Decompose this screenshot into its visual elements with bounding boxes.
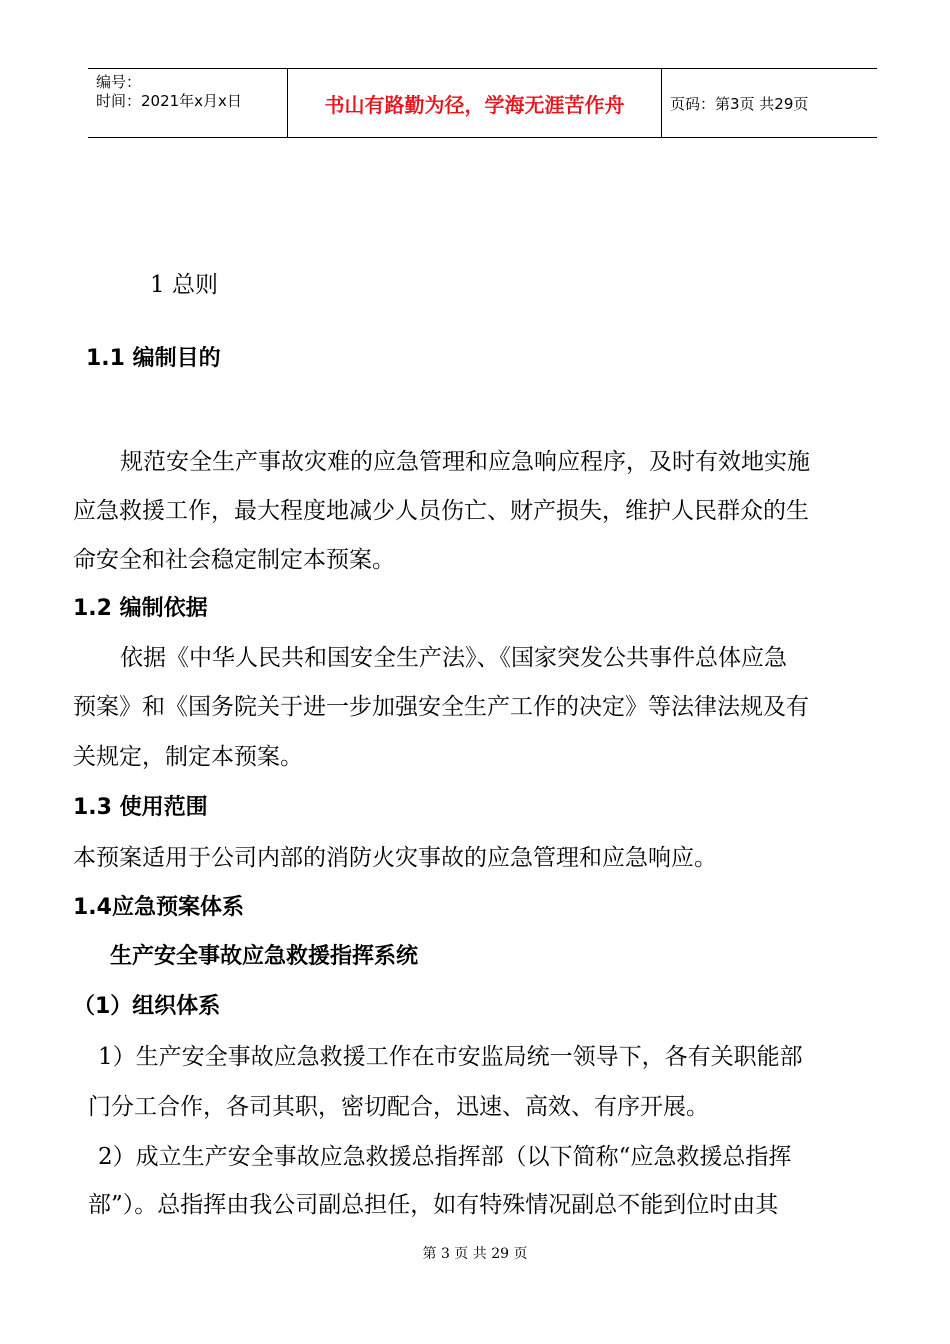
item-2-line-1: 2）成立生产安全事故应急救援总指挥部（以下简称“应急救援总指挥 [98,1144,792,1170]
header-left-cell [88,69,287,137]
heading-1-4: 1.4应急预案体系 [73,895,244,920]
paragraph-1-2-line-1: 依据《中华人民共和国安全生产法》、《国家突发公共事件总体应急 [120,645,787,671]
header-motto-cell [287,69,662,137]
paragraph-1-3-line-1: 本预案适用于公司内部的消防火灾事故的应急管理和应急响应。 [73,845,717,871]
header-time-label: 时间：2021年x月x日 [96,92,242,110]
paragraph-1-1-line-1: 规范安全生产事故灾难的应急管理和应急响应程序，及时有效地实施 [120,449,810,475]
item-2-line-2: 部”）。总指挥由我公司副总担任，如有特殊情况副总不能到位时由其 [88,1192,779,1218]
heading-1-3: 1.3 使用范围 [73,795,208,820]
paragraph-1-1-line-3: 命安全和社会稳定制定本预案。 [73,547,395,573]
header-motto: 书山有路勤为径，学海无涯苦作舟 [324,93,625,117]
page-footer: 第 3 页 共 29 页 [422,1246,528,1262]
heading-command-system: 生产安全事故应急救援指挥系统 [110,944,419,969]
page-header [88,68,877,138]
header-page-label: 页码：第3页 共29页 [670,95,809,113]
header-number-label: 编号： [96,73,142,91]
heading-1-1: 1.1 编制目的 [86,346,221,371]
paragraph-1-2-line-2: 预案》和《国务院关于进一步加强安全生产工作的决定》等法律法规及有 [73,694,809,720]
header-page-cell [661,69,877,137]
paragraph-1-2-line-3: 关规定，制定本预案。 [73,744,303,770]
section-title-general: 1 总则 [150,272,218,298]
paragraph-1-1-line-2: 应急救援工作，最大程度地减少人员伤亡、财产损失，维护人民群众的生 [73,498,809,524]
item-1-line-1: 1）生产安全事故应急救援工作在市安监局统一领导下，各有关职能部 [98,1044,803,1070]
heading-organization: （1）组织体系 [73,994,221,1019]
heading-1-2: 1.2 编制依据 [73,596,208,621]
item-1-line-2: 门分工合作，各司其职，密切配合，迅速、高效、有序开展。 [88,1094,709,1120]
